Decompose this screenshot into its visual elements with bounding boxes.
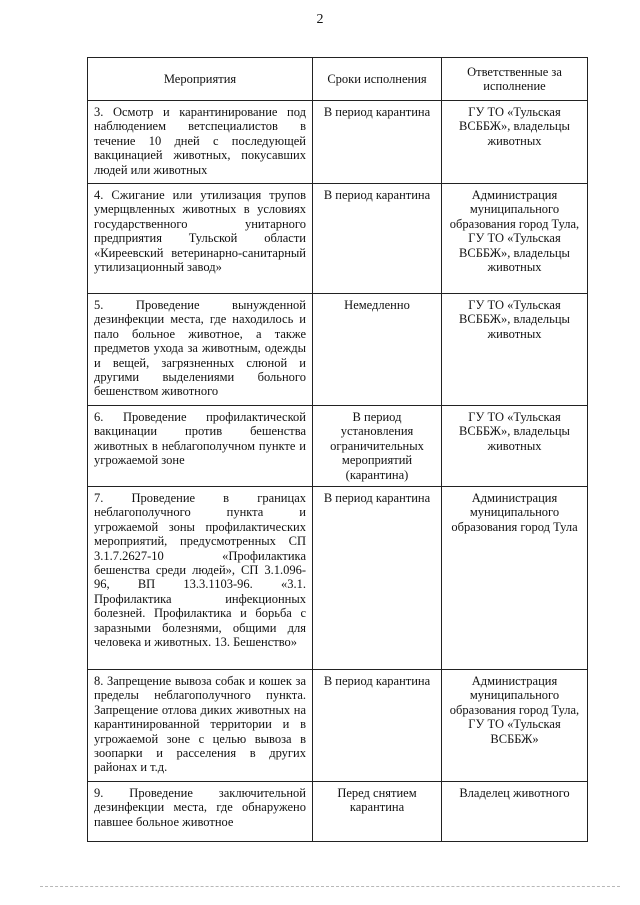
responsible-cell: Владелец животного — [442, 781, 588, 841]
responsible-cell: Администрация муниципального образования город Тула, ГУ ТО «Тульская ВСББЖ», владельцы животных — [442, 184, 588, 294]
deadline-cell: В период карантина — [313, 184, 442, 294]
table-row — [88, 294, 588, 406]
table-row — [88, 781, 588, 841]
table-row — [88, 101, 588, 184]
measure-cell: 3. Осмотр и карантинирование под наблюдением ветспециалистов в течение 10 дней с последующей вакцинацией животных, покусавших людей или животных — [88, 101, 313, 184]
responsible-cell: ГУ ТО «Тульская ВСББЖ», владельцы животных — [442, 101, 588, 184]
header-deadlines: Сроки исполнения — [313, 58, 442, 101]
measure-cell: 9. Проведение заключительной дезинфекции места, где обнаружено павшее больное животное — [88, 781, 313, 841]
responsible-cell: ГУ ТО «Тульская ВСББЖ», владельцы животных — [442, 294, 588, 406]
deadline-cell: В период карантина — [313, 669, 442, 781]
responsible-cell: Администрация муниципального образования город Тула — [442, 486, 588, 669]
header-row — [88, 58, 588, 101]
measure-cell: 8. Запрещение вывоза собак и кошек за пределы неблагополучного пункта. Запрещение отлова диких животных на карантинированной территории и в угрожаемой зоне с целью вывоза в зоопарки и расселения в других районах и т.д. — [88, 669, 313, 781]
page-number: 2 — [316, 12, 324, 27]
header-responsible: Ответственные за исполнение — [442, 58, 588, 101]
table-row — [88, 405, 588, 486]
responsible-cell: ГУ ТО «Тульская ВСББЖ», владельцы животных — [442, 405, 588, 486]
table-row — [88, 486, 588, 669]
measure-cell: 4. Сжигание или утилизация трупов умерщвленных животных в условиях государственного унитарного предприятия Тульской области «Киреевский ветеринарно-санитарный утилизационный завод» — [88, 184, 313, 294]
measure-cell: 5. Проведение вынужденной дезинфекции места, где находилось и пало больное животное, а также предметов ухода за животным, одежды и вещей, загрязненных слюной и другими выделениями больного бешенством животного — [88, 294, 313, 406]
deadline-cell: В период карантина — [313, 486, 442, 669]
deadline-cell: В период карантина — [313, 101, 442, 184]
table-row — [88, 669, 588, 781]
table-row — [88, 184, 588, 294]
header-measures: Мероприятия — [88, 58, 313, 101]
deadline-cell: В период установления ограничительных мероприятий (карантина) — [313, 405, 442, 486]
table-header — [88, 58, 588, 101]
measure-cell: 6. Проведение профилактической вакцинации против бешенства животных в неблагополучном пункте и угрожаемой зоне — [88, 405, 313, 486]
measures-table — [87, 57, 588, 842]
measure-cell: 7. Проведение в границах неблагополучного пункта и угрожаемой зоны профилактических мероприятий, предусмотренных СП 3.1.7.2627-10 «Профилактика бешенства среди людей», СП 3.1.096-96, ВП 13.3.1103-96. «3.1. Профилактика инфекционных болезней. Профилактика и борьба с заразными болезнями, общими для человека и животных. 13. Бешенство» — [88, 486, 313, 669]
deadline-cell: Перед снятием карантина — [313, 781, 442, 841]
table-body — [88, 101, 588, 842]
responsible-cell: Администрация муниципального образования город Тула, ГУ ТО «Тульская ВСББЖ» — [442, 669, 588, 781]
scan-artifact-line — [40, 886, 620, 887]
deadline-cell: Немедленно — [313, 294, 442, 406]
